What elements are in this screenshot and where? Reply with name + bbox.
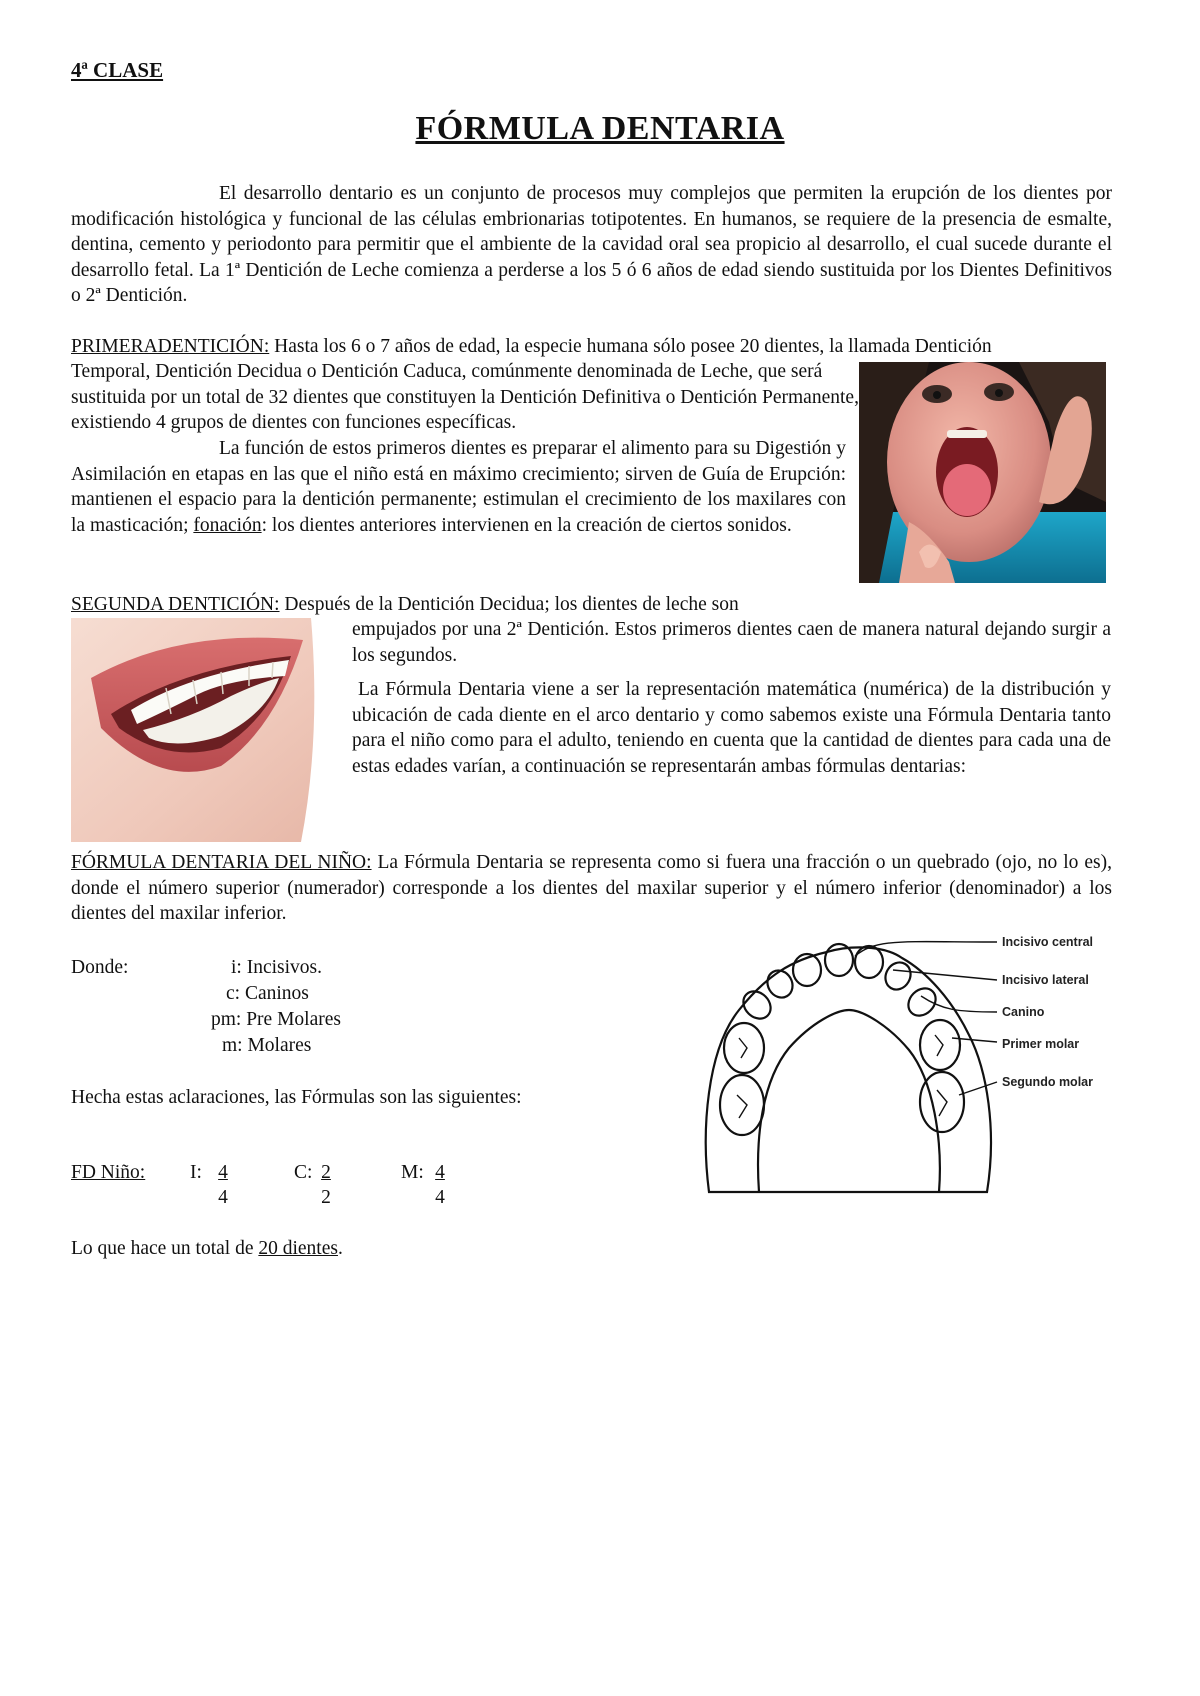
segunda-heading: SEGUNDA DENTICIÓN: xyxy=(71,594,280,615)
total-pre: Lo que hace un total de xyxy=(71,1238,259,1259)
primera-line1: Hasta los 6 o 7 años de edad, la especie humana sólo posee 20 dientes, la llamada Dentición xyxy=(269,336,992,357)
diagram-label-incisivo-lateral: Incisivo lateral xyxy=(1002,973,1089,987)
primera-text-2: Temporal, Dentición Decidua o Dentición Caduca, comúnmente denominada de Leche, que será sustituida por un total de 32 dientes que constituyen la Dentición Definitiva o Dentición Permanente, existiendo 4 grupos de dientes con funciones específicas. xyxy=(71,361,859,433)
primera-paragraph-2 xyxy=(71,359,861,436)
formula-c-fraction xyxy=(318,1160,334,1210)
smile-photo xyxy=(71,618,334,842)
page-title: FÓRMULA DENTARIA xyxy=(415,110,785,147)
formula-i-fraction xyxy=(212,1160,234,1210)
formula-i-label: I: xyxy=(190,1162,202,1183)
intro-text: El desarrollo dentario es un conjunto de procesos muy complejos que permiten la erupción de los dientes por modificación histológica y funcional de las células embrionarias totipotentes. En humanos, se requiere de la presencia de esmalte, dentina, cemento y periodonto para permitir que el ambiente de la cavidad oral sea propicio al desarrollo, el cual sucede durante el desarrollo fetal. La 1ª Dentición de Leche comienza a perderse a los 5 ó 6 años de edad siendo sustituida por los Dientes Definitivos o 2ª Dentición. xyxy=(71,183,1112,306)
diagram-label-canino: Canino xyxy=(1002,1005,1045,1019)
segunda-first-line xyxy=(71,592,871,618)
formula-m-fraction xyxy=(432,1160,448,1210)
fd-nino-label: FD Niño: xyxy=(71,1162,146,1183)
primera-first-line xyxy=(71,334,1116,360)
primera-paragraph-3 xyxy=(71,436,846,538)
child-photo-illustration xyxy=(859,362,1106,583)
formula-c-numerator: 2 xyxy=(321,1162,331,1183)
total-value: 20 dientes xyxy=(258,1238,338,1259)
primera-heading: PRIMERADENTICIÓN: xyxy=(71,336,270,357)
legend-label: Donde: xyxy=(71,957,129,978)
legend-item-caninos: c: Caninos xyxy=(226,983,309,1004)
total-post: . xyxy=(337,1238,343,1259)
total-line xyxy=(71,1236,343,1262)
formula-i-numerator: 4 xyxy=(218,1162,228,1183)
segunda-paragraph-2 xyxy=(352,617,1111,668)
legend-item-molares: m: Molares xyxy=(222,1035,312,1056)
fonacion-term: fonación xyxy=(193,514,262,536)
legend-item-premolares: pm: Pre Molares xyxy=(211,1009,341,1030)
segunda-text-3: La Fórmula Dentaria viene a ser la representación matemática (numérica) de la distribución y ubicación de cada diente en el arco dentario y como sabemos existe una Fórmula Dentaria tanto para el niño como para el adulto, teniendo en cuenta que la cantidad de dientes para cada una de estas edades varían, a continuación se representarán ambas fórmulas dentarias: xyxy=(352,679,1111,777)
segunda-text-2: empujados por una 2ª Dentición. Estos primeros dientes caen de manera natural dejando surgir a los segundos. xyxy=(352,619,1111,666)
nino-heading: FÓRMULA DENTARIA DEL NIÑO: xyxy=(71,852,372,873)
segunda-paragraph-3 xyxy=(352,677,1111,779)
diagram-label-primer-molar: Primer molar xyxy=(1002,1037,1080,1051)
child-open-mouth-photo xyxy=(859,362,1106,583)
dental-arch-diagram xyxy=(697,930,1107,1210)
primera-text-3b: : los dientes anteriores intervienen en la creación de ciertos sonidos. xyxy=(261,514,792,536)
formula-c-denominator: 2 xyxy=(321,1187,331,1208)
nino-paragraph xyxy=(71,850,1112,927)
diagram-label-segundo-molar: Segundo molar xyxy=(1002,1075,1093,1089)
formula-m-label: M: xyxy=(401,1162,424,1183)
formula-i-denominator: 4 xyxy=(218,1187,228,1208)
primera-text-3a: La función de estos primeros dientes es preparar el alimento para su Digestión y Asimilación en etapas en las que el niño está en máximo crecimiento; sirven de Guía de Erupción: mantienen el espacio para la dentición permanente; estimulan el crecimiento de los maxilares con la masticación; xyxy=(71,438,846,536)
diagram-label-incisivo-central: Incisivo central xyxy=(1002,935,1094,949)
smile-photo-illustration xyxy=(71,618,334,842)
nino-text: La Fórmula Dentaria se representa como si fuera una fracción o un quebrado (ojo, no lo es), donde el número superior (numerador) corresponde a los dientes del maxilar superior y el número inferior (denominador) a los dientes del maxilar inferior. xyxy=(71,852,1112,924)
legend-item-incisivos: i: Incisivos. xyxy=(231,957,322,978)
segunda-line1: Después de la Dentición Decidua; los dientes de leche son xyxy=(279,594,739,615)
class-label: 4ª CLASE xyxy=(71,58,164,82)
formula-c-label: C: xyxy=(294,1162,313,1183)
dental-arch-svg xyxy=(697,930,1107,1210)
formula-m-denominator: 4 xyxy=(435,1187,445,1208)
hecha-text: Hecha estas aclaraciones, las Fórmulas son las siguientes: xyxy=(71,1087,522,1108)
intro-paragraph xyxy=(71,181,1112,309)
formula-m-numerator: 4 xyxy=(435,1162,445,1183)
